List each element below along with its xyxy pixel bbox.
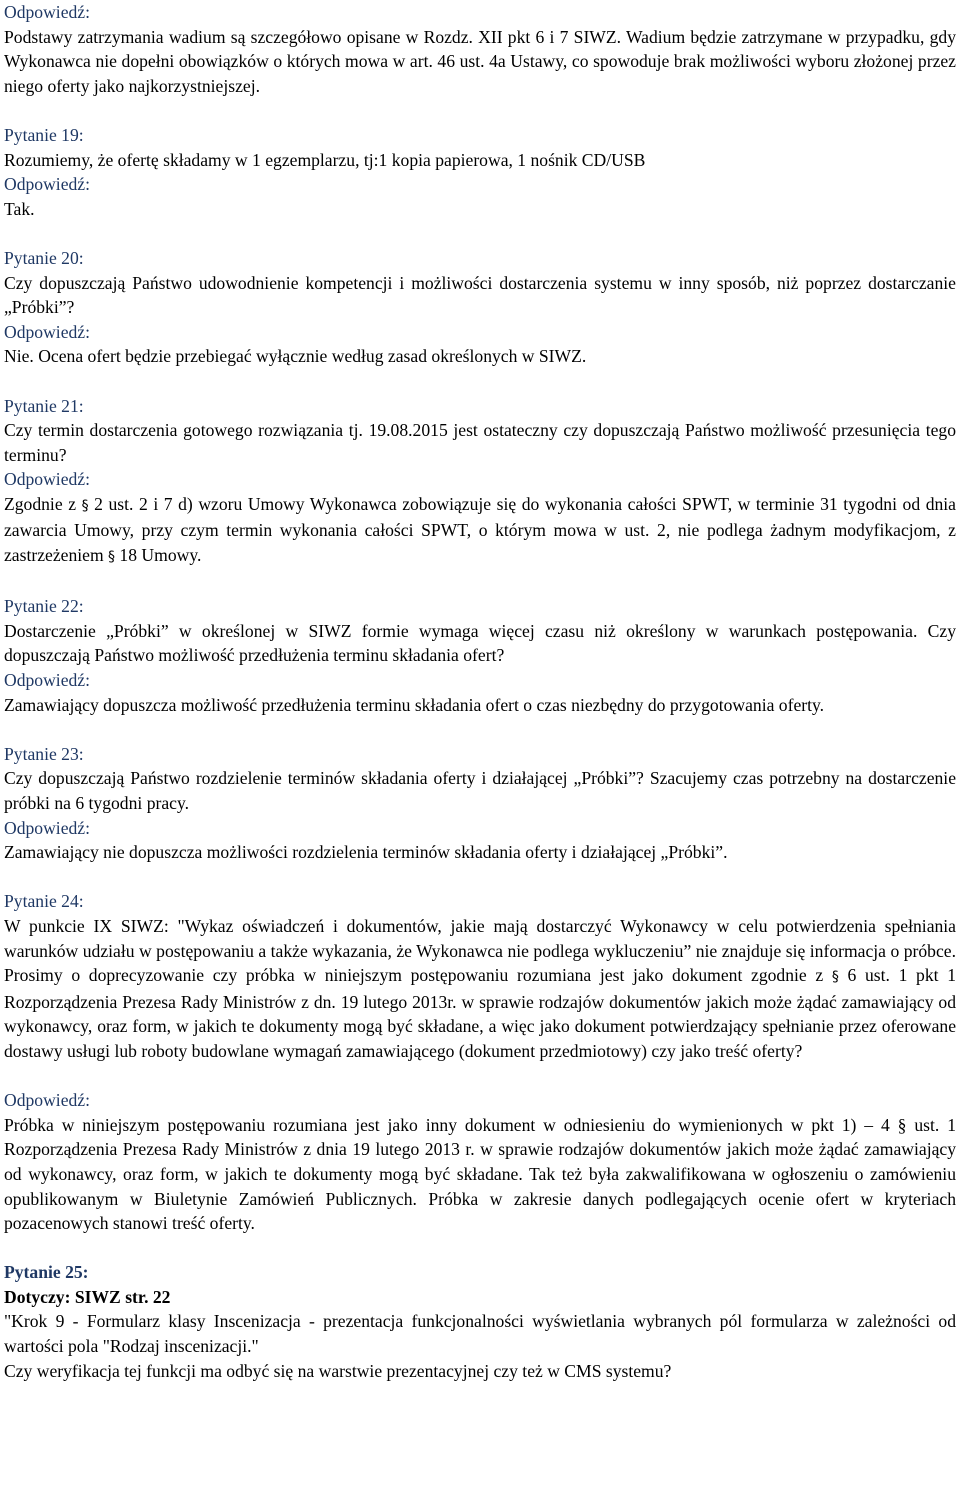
question-text: Czy termin dostarczenia gotowego rozwiązania tj. 19.08.2015 jest ostateczny czy dopuszczają Państwo możliwość przesunięcia tego terminu? [4,420,956,465]
answer-text-part: 18 Umowy. [115,545,202,566]
question-text-part: W punkcie IX SIWZ: "Wykaz oświadczeń i dokumentów, jakie mają dostarczyć Wykonawcy w celu potwierdzenia spełniania warunków udziału w postępowaniu a także wykazania, że Wykonawca nie podlega wykluczeniu” nie znajduje się informacja o próbce. Prosimy o doprecyzowanie czy próbka w niniejszym postępowaniu rozumiana jest jako dokument zgodnie z [4,915,956,986]
answer-text [4,492,956,570]
question-label: Pytanie 21: [4,395,84,416]
answer-text: Próbka w niniejszym postępowaniu rozumiana jest jako inny dokument w odniesieniu do wymienionych w pkt 1) – 4 § ust. 1 Rozporządzenia Prezesa Rady Ministrów z dnia 19 lutego 2013 r. w sprawie rodzajów dokumentów jakich może żądać zamawiający od wykonawcy, oraz form, w jakich te dokumenty mogą być składane. Tak też była zakwalifikowana w ogłoszeniu o zamówieniu opublikowanym w Biuletynie Zamówień Publicznych. Próbka w zakresie danych podlegających ocenie ofert w kryteriach pozacenowych stanowi treść oferty. [4,1114,956,1234]
question-label: Pytanie 24: [4,891,84,912]
question-text: Czy dopuszczają Państwo udowodnienie kompetencji i możliwości dostarczenia systemu w inny sposób, niż poprzez dostarczanie „Próbki”? [4,272,956,318]
answer-label: Odpowiedź: [4,1090,90,1111]
answer-text: Tak. [4,198,35,219]
question-text [4,914,956,1064]
answer-text: Podstawy zatrzymania wadium są szczegółowo opisane w Rozdz. XII pkt 6 i 7 SIWZ. Wadium będzie zatrzymane w przypadku, gdy Wykonawca nie dopełni obowiązków o których mowa w art. 46 ust. 4a Ustawy, co spowoduje brak możliwości wyboru złożonej przez niego oferty jako najkorzystniejszej. [4,26,956,96]
question-22-block [4,594,956,717]
question-19-block [4,123,956,221]
intro-answer-block [4,0,956,98]
question-label: Pytanie 22: [4,596,84,617]
question-label: Pytanie 20: [4,247,84,268]
answer-label: Odpowiedź: [4,174,90,195]
section-sign: § [81,497,89,514]
question-text: Czy weryfikacja tej funkcji ma odbyć się na warstwie prezentacyjnej czy też w CMS systemu? [4,1360,672,1381]
section-sign: § [831,969,839,986]
answer-text-part: Zgodnie z [4,493,82,514]
question-24-block [4,889,956,1235]
answer-text: Zamawiający nie dopuszcza możliwości rozdzielenia terminów składania oferty i działającej „Próbki”. [4,842,728,863]
question-label: Pytanie 23: [4,743,84,764]
question-25-block [4,1260,956,1383]
answer-label: Odpowiedź: [4,321,90,342]
question-text: Czy dopuszczają Państwo rozdzielenie terminów składania oferty i działającej „Próbki”? Szacujemy czas potrzebny na dostarczenie próbki na 6 tygodni pracy. [4,768,956,813]
question-text-part: 6 ust. 1 pkt 1 Rozporządzenia Prezesa Rady Ministrów z dn. 19 lutego 2013r. w sprawie rodzajów dokumentów jakich może żądać zamawiający od wykonawcy, oraz form, w jakich te dokumenty mogą być składane, a więc jako dokument potwierdzający spełnianie przez oferowane dostawy usługi lub roboty budowlane wymagań zamawiającego (dokument przedmiotowy) czy jako treść oferty? [4,965,957,1061]
question-23-block [4,742,956,865]
answer-text: Zamawiający dopuszcza możliwość przedłużenia terminu składania ofert o czas niezbędny do przygotowania oferty. [4,694,825,715]
answer-label: Odpowiedź: [4,469,90,490]
answer-text: Nie. Ocena ofert będzie przebiegać wyłącznie według zasad określonych w SIWZ. [4,346,587,367]
question-subject: Dotyczy: SIWZ str. 22 [4,1286,171,1307]
answer-text-part: 2 ust. 2 i 7 d) wzoru Umowy Wykonawca zobowiązuje się do wykonania całości SPWT, w terminie 31 tygodni od dnia zawarcia Umowy, przy czym termin wykonania całości SPWT, o którym mowa w ust. 2, nie podlega żadnym modyfikacjom, z zastrzeżeniem [4,493,956,566]
question-text: Dostarczenie „Próbki” w określonej w SIWZ formie wymaga więcej czasu niż określony w warunkach postępowania. Czy dopuszczają Państwo możliwość przedłużenia terminu składania ofert? [4,620,956,666]
question-21-block [4,394,956,570]
question-20-block [4,246,956,369]
answer-label: Odpowiedź: [4,670,90,691]
answer-label: Odpowiedź: [4,2,90,22]
question-label: Pytanie 19: [4,124,84,145]
question-text: Rozumiemy, że ofertę składamy w 1 egzemplarzu, tj:1 kopia papierowa, 1 nośnik CD/USB [4,149,646,170]
question-label: Pytanie 25: [4,1262,89,1283]
answer-label: Odpowiedź: [4,817,90,838]
question-text: "Krok 9 - Formularz klasy Inscenizacja - prezentacja funkcjonalności wyświetlania wybranych pól formularza w zależności od wartości pola "Rodzaj inscenizacji." [4,1311,956,1357]
section-sign: § [108,549,116,566]
